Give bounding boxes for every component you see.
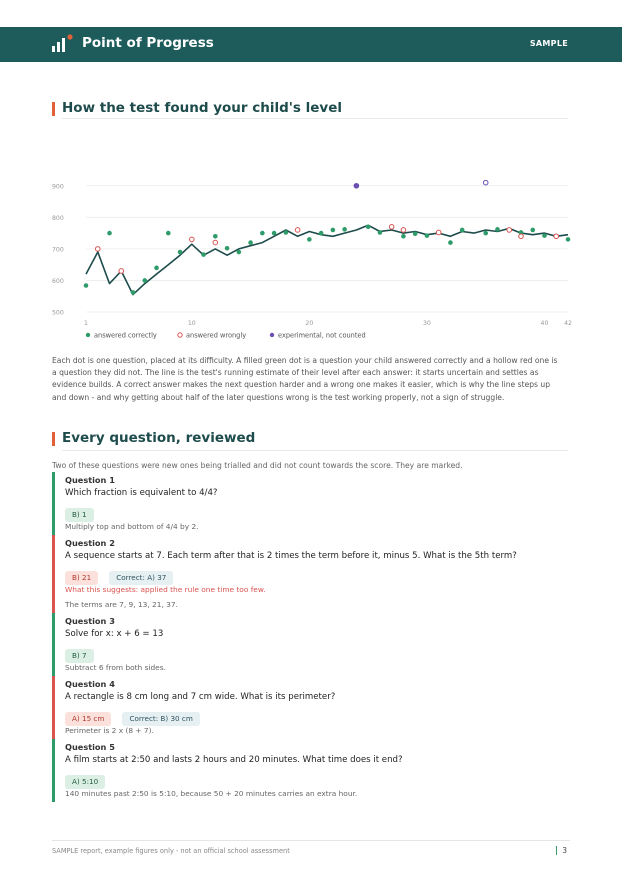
correct-dot (154, 266, 159, 271)
suggestion-text: What this suggests: applied the rule one time too few. (65, 585, 266, 594)
correct-dot (201, 252, 206, 257)
correct-dot (142, 278, 147, 283)
footer-divider (52, 840, 570, 841)
x-tick-label: 10 (187, 320, 196, 327)
correct-dot (248, 240, 253, 245)
report-header (0, 27, 622, 62)
wrong-dot (213, 240, 218, 245)
legend-label: answered correctly (94, 331, 157, 340)
correct-dot (319, 231, 324, 236)
correct-dot (213, 234, 218, 239)
wrong-dot (389, 225, 394, 230)
estimate-line (86, 225, 568, 294)
wrong-dot (507, 228, 512, 233)
y-tick-label: 800 (52, 214, 64, 222)
given-answer-chip: B) 7 (65, 649, 94, 663)
question-explanation: Subtract 6 from both sides. (65, 663, 166, 672)
question-number: Question 2 (65, 538, 115, 548)
wrong-dot (95, 247, 100, 252)
sample-tag: SAMPLE (529, 39, 568, 48)
bar-chart-logo-icon (52, 34, 74, 54)
correct-dot (225, 246, 230, 251)
wrong-dot (554, 234, 559, 239)
correct-dot (566, 237, 571, 242)
question-number: Question 1 (65, 475, 115, 485)
question-list (52, 472, 572, 802)
wrong-dot (295, 228, 300, 233)
correct-dot (530, 228, 535, 233)
question-number: Question 3 (65, 616, 115, 626)
correct-dot (413, 231, 418, 236)
question-number: Question 4 (65, 679, 115, 689)
correct-dot (425, 233, 430, 238)
correct-dot (448, 240, 453, 245)
correct-dot (166, 231, 171, 236)
section-title-review (52, 430, 255, 446)
correct-dot (307, 237, 312, 242)
y-tick-label: 900 (52, 183, 64, 191)
section-title-text: How the test found your child's level (62, 100, 343, 116)
correct-dot (260, 231, 265, 236)
correct-dot (331, 228, 336, 233)
correct-answer-chip: Correct: A) 37 (109, 571, 173, 585)
x-tick-label: 1 (84, 320, 88, 327)
correct-dot (542, 233, 547, 238)
chart-explanation: Each dot is one question, placed at its difficulty. A filled green dot is a question your child answered correctly and a hollow red one is a question they did not. The line is the test's running estimate of their level after each answer: it starts uncertain and settles as evidence builds. A correct answer makes the next question harder and a wrong one makes it easier, which is why the line steps up and down - and why getting about half of the later questions wrong is the test working properly, not a sign of struggle. (52, 356, 558, 402)
correct-dot (401, 234, 406, 239)
question-explanation: 140 minutes past 2:50 is 5:10, because 50 + 20 minutes carries an extra hour. (65, 789, 358, 798)
legend-label: experimental, not counted (278, 331, 366, 340)
wrong-dot (119, 269, 124, 274)
wrong-dot (190, 237, 195, 242)
trial-note: Two of these questions were new ones being trialled and did not count towards the score. They are marked. (52, 461, 463, 470)
correct-dot (131, 290, 136, 295)
question-card (52, 676, 572, 739)
question-card (52, 739, 572, 802)
correct-dot (178, 250, 183, 255)
question-text: Which fraction is equivalent to 4/4? (65, 488, 218, 498)
x-tick-label: 30 (422, 320, 431, 327)
correct-answer-chip: Correct: B) 30 cm (122, 712, 199, 726)
question-card (52, 613, 572, 676)
x-tick-label: 20 (305, 320, 314, 327)
question-text: A sequence starts at 7. Each term after that is 2 times the term before it, minus 5. What is the 5th term? (65, 551, 517, 561)
given-answer-chip: A) 15 cm (65, 712, 111, 726)
given-answer-chip: A) 5:10 (65, 775, 105, 789)
correct-dot (342, 227, 347, 232)
given-answer-chip: B) 21 (65, 571, 98, 585)
legend-swatch (178, 333, 182, 337)
wrong-dot (519, 234, 524, 239)
section-accent-bar (52, 432, 55, 446)
correct-dot (272, 231, 277, 236)
question-card (52, 535, 572, 613)
question-number: Question 5 (65, 742, 115, 752)
footer-disclaimer: SAMPLE report, example figures only - not an official school assessment (52, 847, 290, 855)
section-title-level (52, 100, 342, 116)
section-divider (62, 118, 568, 119)
correct-dot (107, 231, 112, 236)
wrong-dot (401, 228, 406, 233)
experimental-dot (483, 180, 488, 185)
given-answer-chip: B) 1 (65, 508, 94, 522)
wrong-dot (436, 230, 441, 235)
question-explanation: Perimeter is 2 x (8 + 7). (65, 726, 154, 735)
section-accent-bar (52, 102, 55, 116)
question-explanation: The terms are 7, 9, 13, 21, 37. (65, 600, 178, 609)
level-chart (50, 170, 575, 350)
correct-dot (378, 230, 383, 235)
question-card (52, 472, 572, 535)
correct-dot (284, 230, 289, 235)
x-tick-label: 40 (540, 320, 549, 327)
legend-swatch (86, 333, 90, 337)
y-tick-label: 500 (52, 309, 64, 317)
correct-dot (495, 227, 500, 232)
legend-swatch (270, 333, 274, 337)
brand-name: Point of Progress (82, 35, 214, 51)
correct-dot (84, 283, 89, 288)
correct-dot (237, 250, 242, 255)
experimental-dot (354, 183, 359, 188)
question-text: Solve for x: x + 6 = 13 (65, 629, 164, 639)
correct-dot (483, 231, 488, 236)
page-number: 3 (556, 846, 567, 855)
correct-dot (366, 225, 371, 230)
section-title-text: Every question, reviewed (62, 430, 256, 446)
question-explanation: Multiply top and bottom of 4/4 by 2. (65, 522, 199, 531)
y-tick-label: 700 (52, 246, 64, 254)
question-text: A film starts at 2:50 and lasts 2 hours and 20 minutes. What time does it end? (65, 755, 403, 765)
question-text: A rectangle is 8 cm long and 7 cm wide. What is its perimeter? (65, 692, 336, 702)
section-divider (62, 450, 568, 451)
legend-label: answered wrongly (186, 331, 247, 340)
x-tick-label: 42 (564, 320, 572, 327)
correct-dot (460, 228, 465, 233)
y-tick-label: 600 (52, 277, 64, 285)
